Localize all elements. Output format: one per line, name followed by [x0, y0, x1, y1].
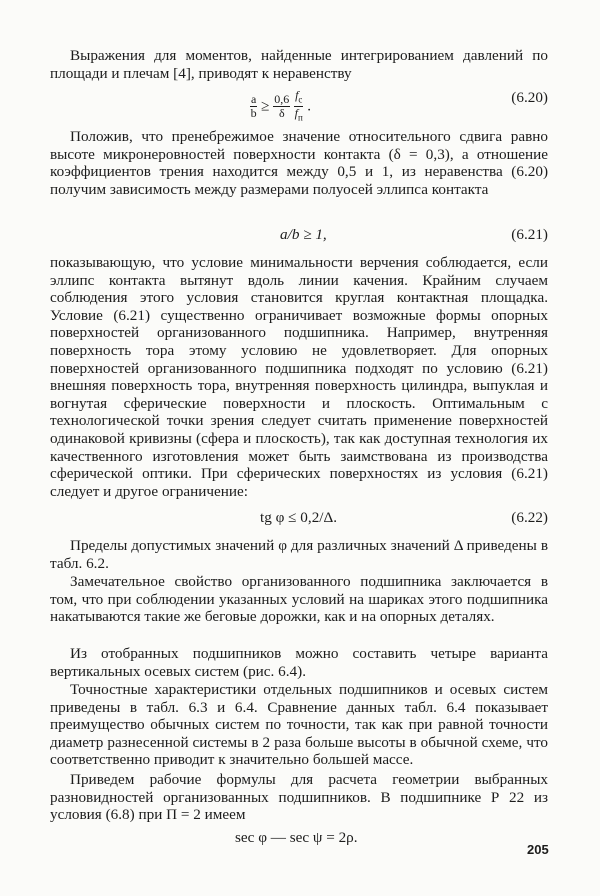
page-number: 205: [527, 842, 549, 857]
formula-6-22: tg φ ≤ 0,2/Δ. (6.22): [260, 509, 548, 526]
equation-number-6-22: (6.22): [511, 509, 548, 526]
equation-number-6-21: (6.21): [511, 226, 548, 243]
formula-sec: sec φ — sec ψ = 2ρ.: [235, 829, 358, 846]
formula-6-20: [50, 88, 548, 123]
paragraph-6: Из отобранных подшипников можно составить четыре варианта вертикальных осевых систем (рис. 6.4).: [50, 645, 548, 680]
formula-6-20-expression: $\frac{a}{b}$ ≥ $\frac{0,6}{\delta}$ $\frac{f_c}{f_п}$ .: [250, 88, 311, 123]
equation-number-6-20: (6.20): [511, 89, 548, 106]
paragraph-4: Пределы допустимых значений φ для различных значений Δ приведены в табл. 6.2.: [50, 537, 548, 572]
paragraph-8: Приведем рабочие формулы для расчета геометрии выбранных разновидностей организованных подшипников. В подшипнике Р 22 из условия (6.8) при Π = 2 имеем: [50, 771, 548, 824]
formula-6-21: a/b ≥ 1, (6.21): [280, 226, 548, 243]
paragraph-1: Выражения для моментов, найденные интегрированием давлений по площади и плечам [4], приводят к неравенству: [50, 47, 548, 82]
fraction-a-over-b: $\frac{a}{b}$: [250, 92, 257, 121]
paragraph-2: Положив, что пренебрежимое значение относительного сдвига равно высоте микронеровностей поверхности контакта (δ = 0,3), а отношение коэффициентов трения находится между 0,5 и 1, из неравенства (6.20) получим зависимость между размерами полуосей эллипса контакта: [50, 128, 548, 198]
paragraph-7: Точностные характеристики отдельных подшипников и осевых систем приведены в табл. 6.3 и 6.4. Сравнение данных табл. 6.4 показывает преимущество обычных систем по точности, так как при равной точности диаметр разнесенной системы в 2 раза больше высоты в обычной схеме, что соответственно приводит к значительно большей массе.: [50, 681, 548, 769]
paragraph-3: показывающую, что условие минимальности верчения соблюдается, если эллипс контакта вытянут вдоль линии качения. Крайним случаем соблюдения этого условия становится круглая контактная площадка. Условие (6.21) существенно ограничивает возможные формы опорных поверхностей организованного подшипника. Например, внутренняя поверхность тора этому условию не удовлетворяет. Для опорных поверхностей организованного подшипника подходят по условию (6.21) внешняя поверхность тора, внутренняя поверхность цилиндра, выпуклая и вогнутая сферические поверхности и плоскость. Оптимальным с технологической точки зрения следует считать применение поверхностей одинаковой кривизны (сфера и плоскость), так как доступная технология их качественного изготовления может быть заимствована из производства сферической оптики. При сферических поверхностях из условия (6.21) следует и другое ограничение:: [50, 254, 548, 500]
fraction-friction-ratio: $\frac{f_c}{f_п}$: [294, 88, 303, 123]
fraction-coefficient: $\frac{0,6}{\delta}$: [274, 92, 290, 121]
paragraph-5: Замечательное свойство организованного подшипника заключается в том, что при соблюдении указанных условий на шариках этого подшипника накатываются такие же беговые дорожки, как и на опорных деталях.: [50, 573, 548, 626]
